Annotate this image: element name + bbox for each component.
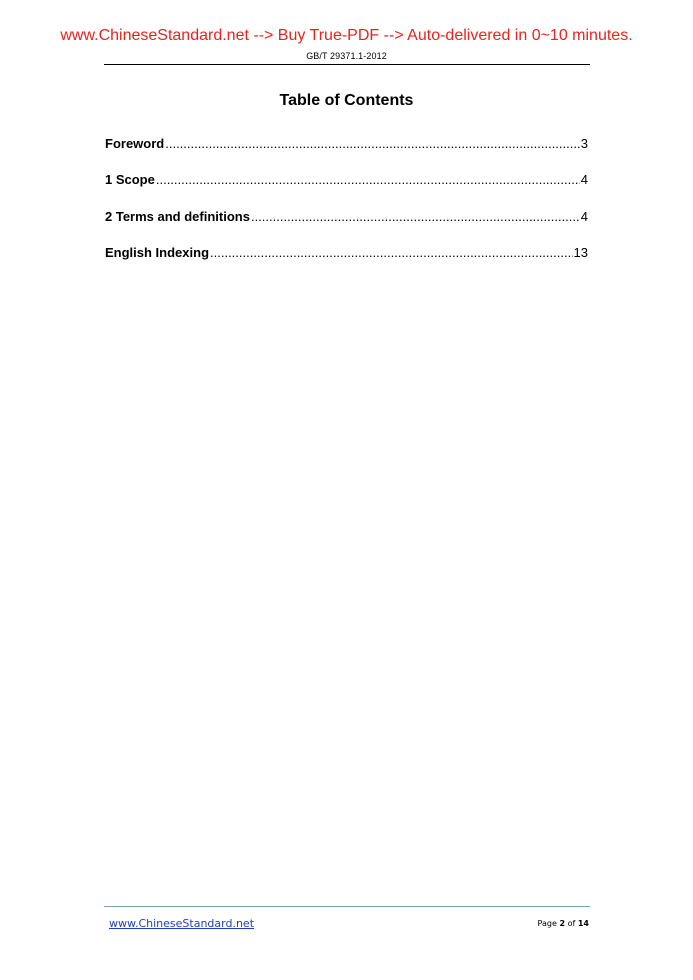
- header-divider: [104, 64, 590, 65]
- page-of: of: [567, 919, 576, 928]
- toc-entry-label: Foreword: [105, 136, 165, 151]
- toc-entry-label: 1 Scope: [105, 172, 155, 188]
- page-current: 2: [559, 919, 566, 928]
- page-total: 14: [577, 919, 589, 928]
- toc-dot-leader: [165, 136, 580, 151]
- toc-list: [105, 136, 588, 281]
- promo-banner[interactable]: www.ChineseStandard.net --> Buy True-PDF --> Auto-delivered in 0~10 minutes.: [60, 27, 633, 44]
- toc-entry-label: English Indexing: [105, 244, 210, 260]
- toc-title: Table of Contents: [279, 92, 414, 109]
- toc-entry-scope[interactable]: [105, 172, 588, 208]
- toc-entry-page: 4: [580, 208, 588, 224]
- toc-entry-english-indexing[interactable]: [105, 245, 588, 281]
- page-number: [538, 919, 589, 928]
- toc-entry-page: 4: [580, 172, 588, 188]
- toc-dot-leader: [251, 209, 580, 224]
- toc-entry-page: 13: [573, 244, 588, 260]
- toc-dot-leader: [156, 172, 580, 187]
- toc-entry-foreword[interactable]: [105, 136, 588, 172]
- footer-divider: [104, 906, 590, 907]
- toc-dot-leader: [210, 245, 573, 260]
- toc-entry-terms-and-definitions[interactable]: [105, 209, 588, 245]
- standard-code: GB/T 29371.1-2012: [306, 51, 387, 61]
- footer-website-link[interactable]: www.ChineseStandard.net: [109, 917, 255, 930]
- toc-entry-page: 3: [580, 136, 588, 151]
- toc-entry-label: 2 Terms and definitions: [105, 208, 250, 224]
- page-prefix: Page: [537, 919, 557, 928]
